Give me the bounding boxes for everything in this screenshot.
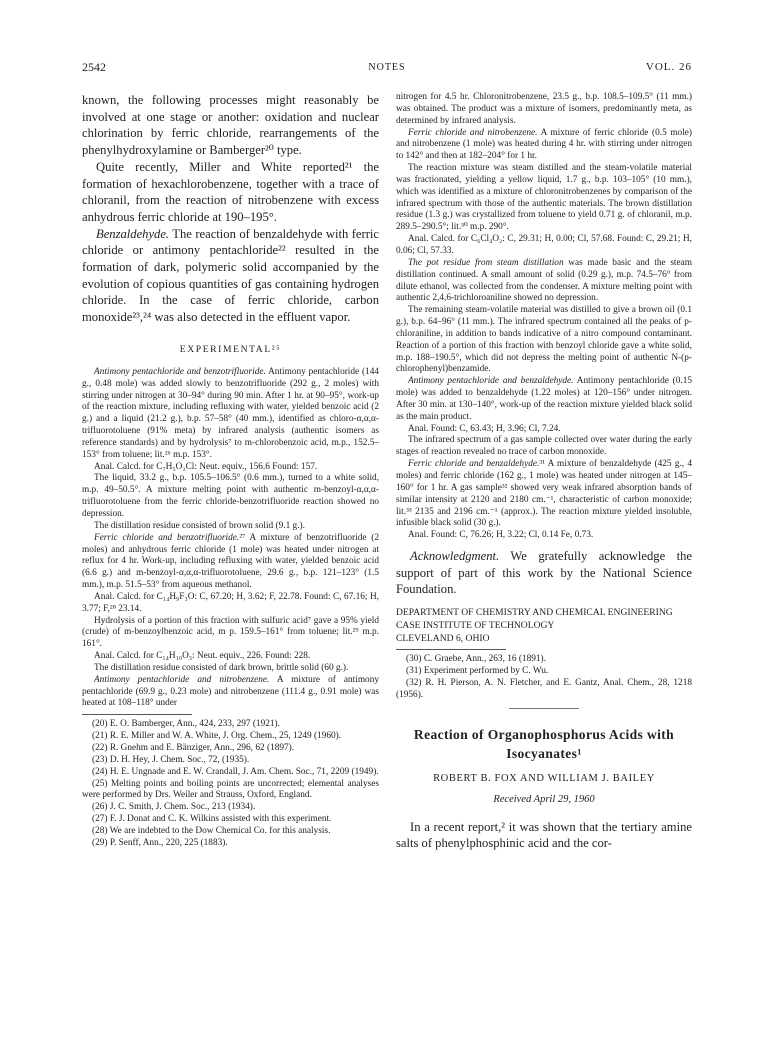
intro-paragraph-2: Quite recently, Miller and White reported²¹ the formation of hexachlorobenzene, together with a trace of chloranil, from the reaction of nitrobenzene with excess anhydrous ferric chloride at 190–195°. [82, 159, 379, 224]
exp-paragraph [396, 258, 692, 305]
exp-paragraph: The distillation residue consisted of dark brown, brittle solid (60 g.). [94, 662, 349, 673]
exp-label: Ferric chloride and benzaldehyde. [408, 459, 540, 470]
benzaldehyde-text: The reaction of benzaldehyde with ferric chloride or antimony pentachloride²² resulted in the formation of dark, polymeric solid accompanied by the evolution of copious quantities of gas containing hydrogen chloride. In the case of ferric chloride, carbon monoxide²³,²⁴ was also detected in the effluent vapor. [82, 226, 379, 325]
exp-paragraph [396, 459, 692, 530]
footnote: (31) Experiment performed by C. Wu. [406, 666, 549, 677]
footnote-divider [82, 714, 192, 715]
exp-paragraph [82, 533, 379, 592]
intro-paragraph-1: known, the following processes might reasonably be involved at one stage or another: oxidation and nuclear chlorination by ferric chloride, rearrangements of the phenylhydroxylamine or Bamberger²⁰ type. [82, 93, 379, 158]
footnote: (23) D. H. Hey, J. Chem. Soc., 72, (1935). [92, 754, 250, 765]
article-body: In a recent report,² it was shown that the tertiary amine salts of phenylphosphinic acid and the cor- [396, 819, 692, 851]
experimental-heading: EXPERIMENTAL²⁵ [179, 343, 282, 355]
exp-paragraph [82, 367, 379, 462]
exp-text: Antimony pentachloride (0.15 mole) was added to benzaldehyde (1.22 moles) at 120–156° under nitrogen. After 30 min. at 130–140°, work-up of the reaction mixture yielded black solid as the main product. [396, 376, 692, 422]
article-title: Reaction of Organophosphorus Acids with Isocyanates¹ [413, 726, 675, 761]
benzaldehyde-label: Benzaldehyde. [96, 226, 170, 241]
page-number: 2542 [82, 60, 106, 74]
exp-paragraph: nitrogen for 4.5 hr. Chloronitrobenzene, 23.5 g., b.p. 108.5–109.5° (11 mm.) was obtained. The product was a mixture of isomers, predominantly meta, as determined by infrared analysis. [396, 92, 692, 126]
exp-text: was made basic and the steam distillation continued. A small amount of solid (0.29 g.), m.p. 74.5–76° from dilute ethanol, was collected from the condenser. A mixture melting point with authentic 2,4,6-trichloroaniline showed no depression. [396, 257, 692, 304]
exp-label: Antimony pentachloride and nitrobenzene. [94, 674, 270, 685]
affiliation [396, 606, 692, 645]
exp-paragraph [82, 675, 379, 711]
analysis-line: Anal. Found: C, 63.43; H, 3.96; Cl, 7.24. [408, 423, 561, 434]
footnote: (22) R. Gnehm and E. Bänziger, Ann., 296, 62 (1897). [92, 743, 295, 753]
exp-label: Ferric chloride and nitrobenzene. [408, 127, 538, 138]
exp-text: ³¹ A mixture of benzaldehyde (425 g., 4 moles) and ferric chloride (162 g., 1 mole) was heated under nitrogen at 145–160° for 1 hr. A gas sample³² showed very weak infrared absorption bands of similar intensity at 2120 and 2180 cm.⁻¹, characteristic of carbon monoxide; lit.³³ 2135 and 2196 cm.⁻¹ (approx.). The reaction mixture yielded insoluble, infusible black solid (30 g.). [396, 459, 692, 529]
footnote: (20) E. O. Bamberger, Ann., 424, 233, 297 (1921). [92, 719, 280, 730]
section-title: NOTES [368, 62, 406, 73]
footnote: (24) H. E. Ungnade and E. W. Crandall, J. Am. Chem. Soc., 71, 2209 (1949). [92, 766, 379, 777]
affiliation-line: DEPARTMENT OF CHEMISTRY AND CHEMICAL ENGINEERING [396, 607, 673, 619]
exp-text: Antimony pentachloride (144 g., 0.48 mole) was added slowly to benzotrifluoride (292 g., 2 moles) with stirring under nitrogen at 30–94° during 90 min. After 1 hr. at 90–95°, work-up of the reaction mixture, including refluxing with water, yielded benzoic acid (2 g.) and a liquid (21.2 g.), b.p. 57–58° (40 mm.), identified as chloro-α,α,α-trifluorotoluene (91% meta) by infrared analysis (authentic isomers as reference standards) and by hydrolysis⁷ to m-chlorobenzoic acid, m.p., 152.5–153° from toluene; lit.²⁶ m.p. 153°. [82, 366, 379, 460]
footnote: (26) J. C. Smith, J. Chem. Soc., 213 (1934). [92, 802, 256, 813]
footnote: (30) C. Graebe, Ann., 263, 16 (1891). [406, 654, 546, 665]
footnote: (29) P. Senff, Ann., 220, 225 (1883). [92, 837, 228, 848]
footnote: (25) Melting points and boiling points are uncorrected; elemental analyses were performed by Drs. Weiler and Strauss, Oxford, England. [82, 778, 379, 801]
exp-paragraph [396, 376, 692, 423]
exp-label: Ferric chloride and benzotrifluoride. [94, 532, 240, 543]
exp-label: Antimony pentachloride and benzotrifluoride. [94, 366, 266, 377]
left-column [82, 92, 379, 1027]
volume-label: VOL. 26 [645, 61, 692, 73]
footnote: (21) R. E. Miller and W. A. White, J. Org. Chem., 25, 1249 (1960). [92, 731, 342, 742]
exp-text: ²⁷ A mixture of benzotrifluoride (2 moles) and anhydrous ferric chloride (1 mole) was heated under nitrogen at reflux for 4 hr. Work-up, including refluxing with water, yielded benzoic acid (6.6 g.) and m-benzoyl-α,α,α-trifluorotoluene, 29.6 g., b.p. 121–123° (1.5 mm.), m.p. 51.5–53° from aqueous methanol. [82, 532, 379, 591]
footnote-divider [396, 649, 506, 650]
exp-paragraph: The remaining steam-volatile material was distilled to give a brown oil (0.1 g.), b.p. 64–96° (11 mm.). The infrared spectrum contained all the peaks of p-chloraniline, in addition to bands indicative of a nitro compound contaminant. Reaction of a portion of this fraction with benzoyl chloride gave a white solid, m.p. 188–190.5°, which did not depress the melting point of authentic N-(p-chlorophenyl)benzamide. [396, 305, 692, 375]
exp-label: Antimony pentachloride and benzaldehyde. [408, 376, 574, 387]
analysis-line: Anal. Calcd. for C₁₄H₉F₃O: C, 67.20; H, 3.62; F, 22.78. Found: C, 67.16; H, 3.77; F,²⁸ 23.14. [82, 591, 379, 614]
exp-label: The pot residue from steam distillation [408, 257, 564, 268]
right-column [396, 92, 692, 1027]
analysis-line: Anal. Calcd. for C₁₄H₁₀O₃: Neut. equiv., 226. Found: 228. [94, 651, 311, 662]
footnote: (28) We are indebted to the Dow Chemical Co. for this analysis. [92, 825, 331, 836]
exp-paragraph [396, 128, 692, 164]
exp-paragraph: The infrared spectrum of a gas sample collected over water during the early stages of reaction revealed no trace of carbon monoxide. [396, 435, 692, 458]
footnote: (32) R. H. Pierson, A. N. Fletcher, and E. Gantz, Anal. Chem., 28, 1218 (1956). [396, 677, 692, 700]
exp-paragraph: The liquid, 33.2 g., b.p. 105.5–106.5° (0.6 mm.), turned to a white solid, m.p. 49–50.5°. A mixture melting point with authentic m-benzoyl-α,α,α-trifluorotoluene from the ferric chloride-benzotrifluoride reaction showed no depression. [82, 473, 379, 519]
page-header [82, 60, 692, 78]
analysis-line: Anal. Found: C, 76.26; H, 3.22; Cl, 0.14 Fe, 0.73. [408, 530, 594, 541]
acknowledgment [396, 548, 692, 598]
acknowledgment-text: We gratefully acknowledge the support of part of this work by the National Science Foundation. [396, 549, 692, 597]
exp-text: A mixture of ferric chloride (0.5 mole) and nitrobenzene (1 mole) was heated during 4 hr. with stirring under nitrogen to 142° and then at 182–204° for 1 hr. [396, 127, 692, 162]
article-divider [509, 708, 579, 709]
exp-paragraph: The reaction mixture was steam distilled and the steam-volatile material was fractionated, yielding a yellow liquid, 1.7 g., b.p. 103–105° (10 mm.), which was identified as a mixture of chloronitrobenzenes by comparison of the infrared spectrum with those of the authentic materials. The brown distillation residue (1.3 g.) was crystallized from toluene to yield 0.71 g. of chloranil, m.p. 289.5–290.5°; lit.³⁰ m.p. 290°. [396, 163, 692, 233]
article-authors: ROBERT B. FOX AND WILLIAM J. BAILEY [433, 772, 655, 784]
acknowledgment-label: Acknowledgment. [410, 549, 500, 564]
analysis-line: Anal. Calcd. for C₇H₅O₂Cl: Neut. equiv., 156.6 Found: 157. [94, 461, 318, 472]
exp-text: A mixture of antimony pentachloride (69.9 g., 0.23 mole) and nitrobenzene (111.4 g., 0.91 mole) was heated at 108–118° under [82, 674, 379, 709]
footnote: (27) F. J. Donat and C. K. Wilkins assisted with this experiment. [92, 814, 332, 825]
benzaldehyde-paragraph [82, 226, 379, 326]
affiliation-line: CASE INSTITUTE OF TECHNOLOGY [396, 620, 555, 632]
analysis-line: Anal. Calcd. for C₆Cl₄O₂: C, 29.31; H, 0.00; Cl, 57.68. Found: C, 29.21; H, 0.06; Cl, 57.33. [396, 234, 692, 256]
affiliation-line: CLEVELAND 6, OHIO [396, 633, 490, 645]
exp-paragraph: Hydrolysis of a portion of this fraction with sulfuric acid⁷ gave a 95% yield (crude) of m-benzoylbenzoic acid, m p. 159.5–161° from toluene; lit.²⁹ m.p. 161°. [82, 615, 379, 650]
exp-paragraph: The distillation residue consisted of brown solid (9.1 g.). [94, 520, 305, 531]
received-date: Received April 29, 1960 [493, 793, 595, 805]
